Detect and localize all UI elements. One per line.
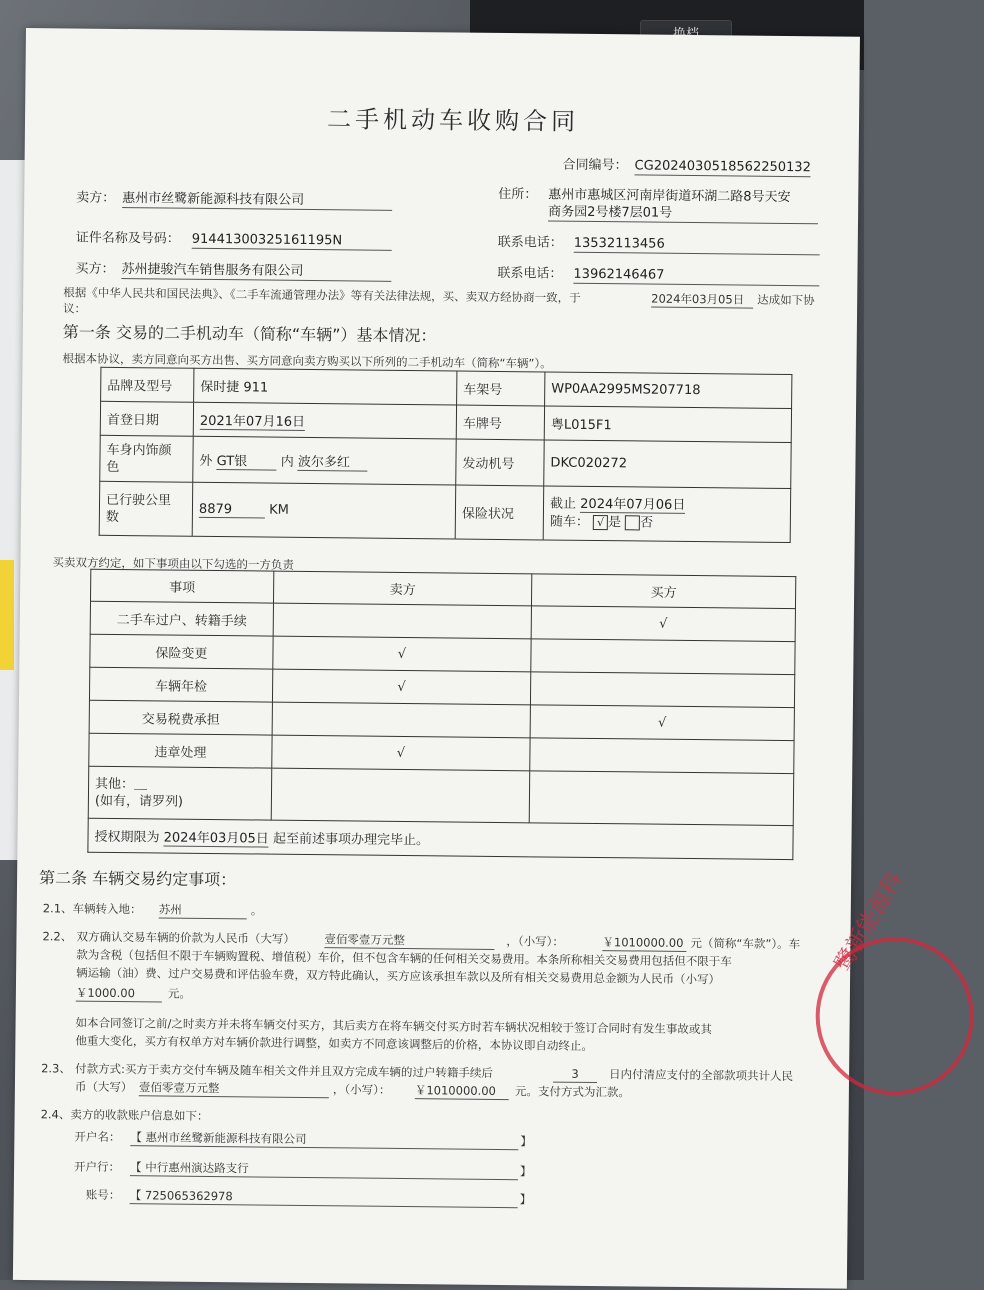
vin-value: WP0AA2995MS207718 — [545, 372, 792, 409]
account-name-label: 开户名： — [74, 1129, 121, 1145]
article-2-heading: 第二条 车辆交易约定事项： — [39, 868, 237, 890]
contract-page — [13, 28, 909, 1289]
account-bank-bracket: 】 — [519, 1164, 532, 1179]
duty-header-item: 事项 — [91, 569, 274, 603]
clause-2-3-text-e: 元。支付方式为汇款。 — [514, 1084, 630, 1100]
intro-text-2: 议： — [62, 301, 87, 316]
buyer-phone-label: 联系电话： — [497, 265, 563, 282]
insurance-date: 2024年07月06日 — [580, 496, 686, 513]
clause-2-3-text-c: 币（大写） — [74, 1079, 133, 1095]
buyer-name: 苏州捷骏汽车销售服务有限公司 — [121, 262, 391, 282]
clause-2-2-fee: ￥1000.00 — [76, 985, 162, 1003]
insurance-cell: 截止 2024年07月06日 随车： √ 是 否 — [543, 486, 791, 543]
address-label: 住所： — [498, 186, 538, 203]
company-seal: 鹭新能源科 — [815, 936, 975, 1096]
clause-2-2-line2: 款为含税（包括但不限于车辆购置税、增值税）车价，但不包含车辆的任何相关交易费用。本条所称相关交易费用包括但不限于车 — [76, 947, 732, 969]
auth-row: 授权期限为 2024年03月05日 起至前述事项办理完毕止。 — [88, 818, 793, 859]
contract-title: 二手机动车收购合同 — [326, 105, 580, 136]
duty-seller-mark: √ — [272, 669, 530, 705]
clause-2-2-num: 2.2、 — [42, 929, 73, 944]
clause-2-2-para2-line1: 如本合同签订之前/之时卖方并未将车辆交付买方，其后卖方在将车辆交付买方时若车辆状况相较于签订合同时有发生事故或其 — [75, 1015, 713, 1037]
buyer-label: 买方： — [75, 261, 115, 277]
insurance-label: 保险状况 — [455, 485, 544, 540]
clause-2-1-value: 苏州 — [159, 901, 247, 919]
buyer-phone: 13962146467 — [573, 267, 819, 287]
clause-2-2-fee-unit: 元。 — [167, 986, 191, 1001]
clause-2-2-amount-lower: ￥1010000.00 — [602, 934, 686, 952]
article-1-heading: 第一条 交易的二手机动车（简称“车辆”）基本情况： — [62, 322, 437, 346]
duty-seller-mark — [273, 603, 531, 639]
brand-label: 品牌及型号 — [101, 367, 194, 402]
clause-2-1-label: 2.1、车辆转入地： — [42, 901, 142, 917]
duty-buyer-mark: √ — [531, 606, 795, 642]
duty-table — [87, 569, 796, 860]
other-buyer — [529, 771, 794, 826]
other-seller — [271, 768, 530, 823]
seller-phone-label: 联系电话： — [497, 234, 563, 251]
clause-2-2-text-b: ，（小写）： — [506, 934, 565, 949]
account-bank: 【 中行惠州演达路支行 — [130, 1159, 518, 1180]
contract-no: CG2024030518562250132 — [634, 158, 811, 176]
engine-label: 发动机号 — [456, 439, 544, 486]
address-line2: 商务园2号楼7层01号 — [548, 204, 818, 224]
account-name: 【 惠州市丝鹭新能源科技有限公司 — [130, 1129, 518, 1150]
clause-2-2-line3: 辆运输（油）费、过户交易费和评估验车费，双方特此确认，买方应该承担车款以及所有相关交易费用总金额为人民币（小写） — [76, 965, 721, 987]
id-label: 证件名称及号码： — [75, 230, 180, 247]
account-bank-label: 开户行： — [74, 1159, 121, 1175]
brand-value: 保时捷 911 — [194, 368, 457, 405]
duty-item: 交易税费承担 — [89, 700, 272, 735]
vehicle-table — [99, 367, 793, 543]
account-number-label: 账号： — [85, 1187, 121, 1203]
auth-date: 2024年03月05日 — [163, 830, 269, 847]
mileage-value: 8879 — [199, 501, 265, 518]
clause-2-3-amount-upper: 壹佰零壹万元整 — [139, 1079, 329, 1098]
intro-date: 2024年03月05日 — [651, 291, 753, 309]
duty-buyer-mark: √ — [530, 705, 794, 741]
duty-item: 保险变更 — [90, 634, 273, 669]
clause-2-2-text-c: 元（简称“车款”）。车 — [690, 936, 801, 952]
mileage-label: 已行驶公里 数 — [99, 481, 193, 536]
yellow-label — [0, 560, 14, 670]
clause-2-3-text-b: 日内付清应支付的全部款项共计人民 — [609, 1067, 794, 1084]
seller-label: 卖方： — [76, 190, 116, 206]
clause-2-3-text: 付款方式:买方于卖方交付车辆及随车相关文件并且双方完成车辆的过户转籍手续后 — [75, 1061, 494, 1080]
duty-buyer-mark — [530, 738, 794, 774]
color-label: 车身内饰颜 色 — [100, 435, 193, 482]
id-number: 91441300325161195N — [192, 232, 392, 251]
duty-buyer-mark — [530, 672, 794, 708]
exterior-color: GT银 — [217, 450, 277, 471]
account-number-bracket: 】 — [519, 1192, 532, 1207]
contract-no-label: 合同编号： — [562, 157, 628, 174]
duty-seller-mark — [272, 702, 530, 738]
with-car-no-checkbox[interactable] — [625, 515, 640, 530]
plate-label: 车牌号 — [456, 405, 544, 440]
address-line1: 惠州市惠城区河南岸街道环湖二路8号天安 — [548, 187, 791, 206]
mileage-cell: 8879 KM — [192, 482, 456, 539]
duty-header-seller: 卖方 — [273, 571, 531, 606]
color-value: 外 GT银 内 波尔多红 — [193, 436, 456, 485]
clause-2-3-num: 2.3、 — [41, 1061, 71, 1076]
intro-text: 根据《中华人民共和国民法典》、《二手车流通管理办法》等有关法律法规，买、卖双方经协商一致，于 — [63, 285, 581, 305]
clause-2-3-text-d: ，（小写）： — [332, 1082, 391, 1097]
clause-2-4: 2.4、卖方的收款账户信息如下： — [40, 1107, 209, 1123]
duty-item: 二手车过户、转籍手续 — [90, 601, 273, 636]
clause-2-3-days: 3 — [553, 1066, 597, 1083]
seller-name: 惠州市丝鹭新能源科技有限公司 — [122, 191, 392, 211]
duty-seller-mark: √ — [272, 735, 530, 771]
clause-2-2-para2-line2: 他重大变化，买方有权单方对车辆价款进行调整，如卖方不同意该调整后的价格，本协议即自动终止。 — [75, 1033, 593, 1053]
seller-phone: 13532113456 — [574, 236, 820, 256]
reg-date-label: 首登日期 — [100, 401, 193, 436]
clause-2-1-end: 。 — [250, 903, 263, 918]
clause-2-2-amount-upper: 壹佰零壹万元整 — [324, 931, 494, 950]
account-name-bracket: 】 — [520, 1134, 532, 1149]
with-car-yes-checkbox[interactable]: √ — [593, 514, 608, 529]
engine-value: DKC020272 — [544, 440, 791, 489]
duty-buyer-mark — [531, 639, 795, 675]
duty-item: 车辆年检 — [89, 667, 272, 702]
other-cell: 其他：＿ (如有，请罗列) — [88, 766, 272, 820]
clause-2-2-text: 双方确认交易车辆的价款为人民币（大写） — [76, 929, 296, 946]
article-1-intro: 根据本协议，卖方同意向买方出售、买方同意向卖方购买以下所列的二手机动车（简称“车辆”）。 — [62, 351, 552, 371]
clause-2-3-amount-lower: ￥1010000.00 — [415, 1082, 509, 1100]
intro-text-end: 达成如下协 — [757, 292, 815, 308]
reg-date-value: 2021年07月16日 — [199, 413, 306, 430]
duty-item: 违章处理 — [89, 733, 272, 768]
vin-label: 车架号 — [457, 371, 545, 406]
account-number: 【 725065362978 — [130, 1187, 518, 1208]
plate-value: 粤L015F1 — [544, 406, 791, 443]
duty-header-buyer: 买方 — [531, 574, 795, 609]
duty-intro: 买卖双方约定，如下事项由以下勾选的一方负责 — [52, 555, 294, 572]
interior-color: 波尔多红 — [298, 450, 368, 471]
duty-seller-mark: √ — [273, 636, 531, 672]
